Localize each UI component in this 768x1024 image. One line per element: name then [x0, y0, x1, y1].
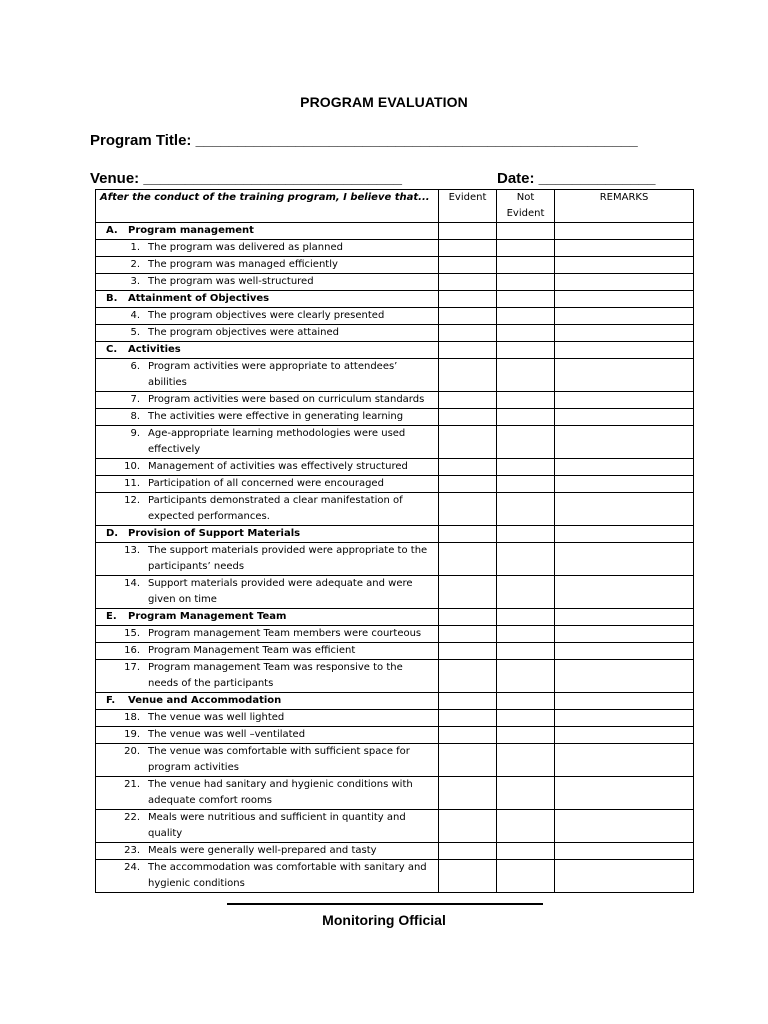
statement-cell — [96, 576, 439, 609]
table-row — [96, 810, 694, 843]
statement-cell — [96, 257, 439, 274]
not-evident-cell[interactable] — [497, 291, 555, 308]
table-row — [96, 660, 694, 693]
item-text: Participation of all concerned were encouraged — [148, 478, 384, 489]
header-not-evident — [497, 190, 555, 223]
section-letter: F. — [106, 695, 116, 706]
statement-cell — [96, 308, 439, 325]
section-row — [96, 291, 694, 308]
table-row — [96, 710, 694, 727]
not-evident-cell[interactable] — [497, 727, 555, 744]
section-heading — [96, 609, 439, 626]
item-text: The venue was comfortable with sufficient space for program activities — [148, 746, 410, 773]
table-row — [96, 643, 694, 660]
table-row — [96, 626, 694, 643]
table-row — [96, 257, 694, 274]
evident-cell[interactable] — [439, 291, 497, 308]
item-number: 23. — [124, 845, 140, 856]
statement-cell — [96, 727, 439, 744]
item-number: 4. — [130, 310, 140, 321]
not-evident-cell[interactable] — [497, 342, 555, 359]
table-row — [96, 392, 694, 409]
item-number: 3. — [130, 276, 140, 287]
not-evident-cell[interactable] — [497, 392, 555, 409]
remarks-cell[interactable] — [555, 291, 694, 308]
not-evident-cell[interactable] — [497, 476, 555, 493]
evident-cell[interactable] — [439, 459, 497, 476]
evident-cell[interactable] — [439, 609, 497, 626]
remarks-cell[interactable] — [555, 626, 694, 643]
table-row — [96, 325, 694, 342]
section-row — [96, 223, 694, 240]
evident-cell[interactable] — [439, 342, 497, 359]
evident-cell[interactable] — [439, 359, 497, 392]
statement-cell — [96, 426, 439, 459]
item-number: 14. — [124, 578, 140, 589]
statement-cell — [96, 710, 439, 727]
item-text: Meals were generally well-prepared and tasty — [148, 845, 377, 856]
not-evident-cell[interactable] — [497, 426, 555, 459]
header-evident: Evident — [439, 190, 497, 223]
item-number: 10. — [124, 461, 140, 472]
not-evident-cell[interactable] — [497, 843, 555, 860]
page-title: PROGRAM EVALUATION — [300, 94, 468, 110]
item-text: The program was well-structured — [148, 276, 314, 287]
section-letter: E. — [106, 611, 117, 622]
not-evident-cell[interactable] — [497, 576, 555, 609]
table-row — [96, 843, 694, 860]
section-heading — [96, 693, 439, 710]
item-number: 16. — [124, 645, 140, 656]
remarks-cell[interactable] — [555, 359, 694, 392]
not-evident-cell[interactable] — [497, 257, 555, 274]
evident-cell[interactable] — [439, 643, 497, 660]
not-evident-cell[interactable] — [497, 274, 555, 291]
item-number: 7. — [130, 394, 140, 405]
statement-cell — [96, 810, 439, 843]
remarks-cell[interactable] — [555, 860, 694, 893]
table-row — [96, 274, 694, 291]
remarks-cell[interactable] — [555, 426, 694, 459]
evident-cell[interactable] — [439, 727, 497, 744]
item-number: 17. — [124, 662, 140, 673]
statement-cell — [96, 476, 439, 493]
item-text: Program Management Team was efficient — [148, 645, 356, 656]
evident-cell[interactable] — [439, 257, 497, 274]
remarks-cell[interactable] — [555, 476, 694, 493]
section-title: Venue and Accommodation — [128, 695, 282, 706]
statement-cell — [96, 409, 439, 426]
evident-cell[interactable] — [439, 777, 497, 810]
item-number: 8. — [130, 411, 140, 422]
item-number: 15. — [124, 628, 140, 639]
item-text: The program objectives were clearly presented — [148, 310, 385, 321]
item-text: The program objectives were attained — [148, 327, 339, 338]
remarks-cell[interactable] — [555, 744, 694, 777]
section-title: Attainment of Objectives — [128, 293, 270, 304]
table-row — [96, 308, 694, 325]
statement-cell — [96, 392, 439, 409]
header-statement: After the conduct of the training program, I believe that... — [96, 190, 439, 223]
statement-cell — [96, 325, 439, 342]
remarks-cell[interactable] — [555, 493, 694, 526]
table-header-row — [96, 190, 694, 223]
item-number: 11. — [124, 478, 140, 489]
item-number: 24. — [124, 862, 140, 873]
item-number: 2. — [130, 259, 140, 270]
item-text: The support materials provided were appropriate to the participants’ needs — [148, 545, 428, 572]
header-not-evident-line2: Evident — [506, 208, 545, 219]
evident-cell[interactable] — [439, 626, 497, 643]
statement-cell — [96, 777, 439, 810]
statement-cell — [96, 274, 439, 291]
not-evident-cell[interactable] — [497, 693, 555, 710]
not-evident-cell[interactable] — [497, 308, 555, 325]
statement-cell — [96, 860, 439, 893]
not-evident-cell[interactable] — [497, 409, 555, 426]
remarks-cell[interactable] — [555, 342, 694, 359]
not-evident-cell[interactable] — [497, 777, 555, 810]
header-remarks: REMARKS — [555, 190, 694, 223]
item-number: 20. — [124, 746, 140, 757]
evident-cell[interactable] — [439, 843, 497, 860]
not-evident-cell[interactable] — [497, 223, 555, 240]
not-evident-cell[interactable] — [497, 643, 555, 660]
evaluation-table — [95, 189, 694, 893]
statement-cell — [96, 359, 439, 392]
evident-cell[interactable] — [439, 223, 497, 240]
table-row — [96, 359, 694, 392]
statement-cell — [96, 744, 439, 777]
item-text: Participants demonstrated a clear manifestation of expected performances. — [148, 495, 403, 522]
evident-cell[interactable] — [439, 744, 497, 777]
evident-cell[interactable] — [439, 860, 497, 893]
venue-field: Venue: _______________________________ — [90, 170, 402, 187]
table-row — [96, 493, 694, 526]
section-title: Provision of Support Materials — [128, 528, 301, 539]
table-row — [96, 777, 694, 810]
item-text: The venue had sanitary and hygienic conditions with adequate comfort rooms — [148, 779, 413, 806]
item-text: The activities were effective in generating learning — [148, 411, 404, 422]
not-evident-cell[interactable] — [497, 493, 555, 526]
remarks-cell[interactable] — [555, 274, 694, 291]
item-text: Program management Team members were courteous — [148, 628, 422, 639]
item-text: The program was delivered as planned — [148, 242, 343, 253]
not-evident-cell[interactable] — [497, 526, 555, 543]
item-number: 1. — [130, 242, 140, 253]
evident-cell[interactable] — [439, 392, 497, 409]
table-row — [96, 426, 694, 459]
statement-cell — [96, 843, 439, 860]
item-text: Meals were nutritious and sufficient in quantity and quality — [148, 812, 406, 839]
statement-cell — [96, 459, 439, 476]
table-row — [96, 576, 694, 609]
item-number: 6. — [130, 361, 140, 372]
statement-cell — [96, 643, 439, 660]
evident-cell[interactable] — [439, 543, 497, 576]
evident-cell[interactable] — [439, 426, 497, 459]
table-row — [96, 409, 694, 426]
item-text: Age-appropriate learning methodologies were used effectively — [148, 428, 406, 455]
table-row — [96, 727, 694, 744]
item-number: 22. — [124, 812, 140, 823]
evident-cell[interactable] — [439, 526, 497, 543]
evident-cell[interactable] — [439, 576, 497, 609]
evident-cell[interactable] — [439, 660, 497, 693]
item-text: The accommodation was comfortable with sanitary and hygienic conditions — [148, 862, 427, 889]
not-evident-cell[interactable] — [497, 744, 555, 777]
evident-cell[interactable] — [439, 409, 497, 426]
not-evident-cell[interactable] — [497, 626, 555, 643]
section-row — [96, 609, 694, 626]
table-row — [96, 744, 694, 777]
evident-cell[interactable] — [439, 810, 497, 843]
not-evident-cell[interactable] — [497, 660, 555, 693]
evident-cell[interactable] — [439, 325, 497, 342]
evident-cell[interactable] — [439, 693, 497, 710]
header-not-evident-line1: Not — [516, 192, 535, 203]
item-text: Program activities were appropriate to attendees’ abilities — [148, 361, 398, 388]
item-text: The program was managed efficiently — [148, 259, 338, 270]
remarks-cell[interactable] — [555, 609, 694, 626]
table-row — [96, 543, 694, 576]
not-evident-cell[interactable] — [497, 543, 555, 576]
evident-cell[interactable] — [439, 308, 497, 325]
section-row — [96, 342, 694, 359]
section-letter: B. — [106, 293, 118, 304]
program-title-field: Program Title: _____________________________________________________ — [90, 132, 638, 149]
not-evident-cell[interactable] — [497, 710, 555, 727]
section-title: Program management — [128, 225, 254, 236]
item-number: 18. — [124, 712, 140, 723]
remarks-cell[interactable] — [555, 693, 694, 710]
table-row — [96, 240, 694, 257]
evident-cell[interactable] — [439, 274, 497, 291]
remarks-cell[interactable] — [555, 710, 694, 727]
not-evident-cell[interactable] — [497, 609, 555, 626]
statement-cell — [96, 493, 439, 526]
remarks-cell[interactable] — [555, 777, 694, 810]
item-text: The venue was well –ventilated — [148, 729, 306, 740]
not-evident-cell[interactable] — [497, 459, 555, 476]
item-number: 12. — [124, 495, 140, 506]
remarks-cell[interactable] — [555, 576, 694, 609]
evident-cell[interactable] — [439, 710, 497, 727]
table-row — [96, 860, 694, 893]
signature-label: Monitoring Official — [322, 912, 446, 928]
remarks-cell[interactable] — [555, 660, 694, 693]
section-row — [96, 526, 694, 543]
item-number: 5. — [130, 327, 140, 338]
not-evident-cell[interactable] — [497, 240, 555, 257]
item-text: The venue was well lighted — [148, 712, 285, 723]
date-field: Date: ______________ — [497, 170, 656, 187]
item-number: 9. — [130, 428, 140, 439]
evident-cell[interactable] — [439, 493, 497, 526]
not-evident-cell[interactable] — [497, 359, 555, 392]
item-text: Program activities were based on curriculum standards — [148, 394, 425, 405]
section-letter: D. — [106, 528, 119, 539]
remarks-cell[interactable] — [555, 526, 694, 543]
section-heading — [96, 342, 439, 359]
remarks-cell[interactable] — [555, 843, 694, 860]
remarks-cell[interactable] — [555, 810, 694, 843]
item-number: 21. — [124, 779, 140, 790]
item-text: Program management Team was responsive to the needs of the participants — [148, 662, 403, 689]
table-row — [96, 476, 694, 493]
section-row — [96, 693, 694, 710]
section-title: Program Management Team — [128, 611, 287, 622]
statement-cell — [96, 660, 439, 693]
not-evident-cell[interactable] — [497, 325, 555, 342]
not-evident-cell[interactable] — [497, 810, 555, 843]
evident-cell[interactable] — [439, 240, 497, 257]
statement-cell — [96, 543, 439, 576]
item-number: 13. — [124, 545, 140, 556]
section-heading — [96, 291, 439, 308]
section-title: Activities — [128, 344, 181, 355]
section-letter: A. — [106, 225, 118, 236]
table-row — [96, 459, 694, 476]
remarks-cell[interactable] — [555, 727, 694, 744]
remarks-cell[interactable] — [555, 223, 694, 240]
remarks-cell[interactable] — [555, 409, 694, 426]
remarks-cell[interactable] — [555, 257, 694, 274]
item-text: Support materials provided were adequate and were given on time — [148, 578, 413, 605]
remarks-cell[interactable] — [555, 543, 694, 576]
signature-line — [227, 903, 543, 905]
remarks-cell[interactable] — [555, 459, 694, 476]
statement-cell — [96, 626, 439, 643]
item-text: Management of activities was effectively structured — [148, 461, 408, 472]
remarks-cell[interactable] — [555, 240, 694, 257]
remarks-cell[interactable] — [555, 325, 694, 342]
evident-cell[interactable] — [439, 476, 497, 493]
section-heading — [96, 526, 439, 543]
section-heading — [96, 223, 439, 240]
section-letter: C. — [106, 344, 118, 355]
remarks-cell[interactable] — [555, 643, 694, 660]
remarks-cell[interactable] — [555, 308, 694, 325]
item-number: 19. — [124, 729, 140, 740]
not-evident-cell[interactable] — [497, 860, 555, 893]
remarks-cell[interactable] — [555, 392, 694, 409]
statement-cell — [96, 240, 439, 257]
